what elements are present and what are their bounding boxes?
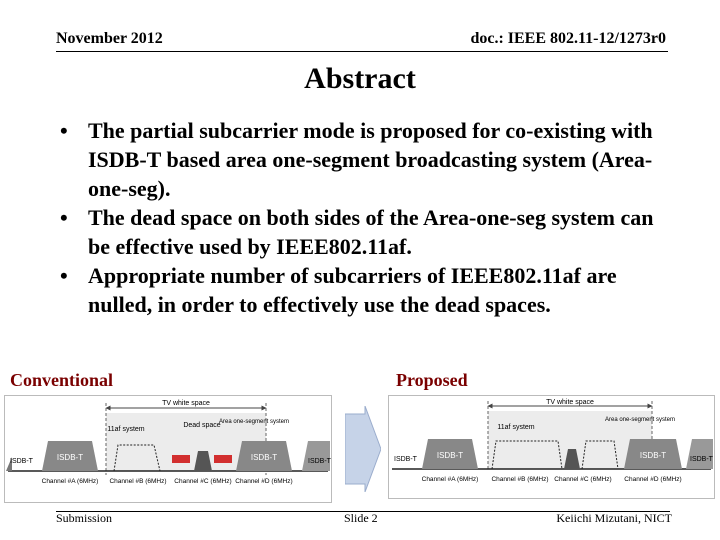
- channel-a-label: Channel #A (6MHz): [41, 478, 99, 485]
- footer-slide-number: Slide 2: [344, 511, 378, 525]
- channel-b-label: Channel #B (6MHz): [491, 476, 549, 483]
- channel-c-label: Channel #C (6MHz): [174, 478, 232, 485]
- header-divider: [56, 51, 668, 52]
- isdbt-label: ISDB-T: [56, 453, 84, 462]
- dead-space-label: Dead space: [183, 422, 221, 429]
- proposed-label: Proposed: [396, 370, 468, 390]
- af-system-label: 11af system: [107, 426, 145, 433]
- channel-b-label: Channel #B (6MHz): [109, 478, 167, 485]
- bullet-dot: •: [60, 205, 68, 230]
- isdbt-edge-label: ISDB-T: [308, 458, 331, 465]
- channel-c-label: Channel #C (6MHz): [554, 476, 612, 483]
- bullet-text: The dead space on both sides of the Area-one-seg system can be effective used by IEEE802.11af.: [88, 205, 654, 259]
- bullet-text: The partial subcarrier mode is proposed for co-existing with ISDB-T based area one-segment broadcasting system (Area-one-seg).: [88, 118, 653, 201]
- header-doc-id: doc.: IEEE 802.11-12/1273r0: [470, 30, 666, 47]
- slide-title: Abstract: [304, 62, 416, 95]
- channel-d-label: Channel #D (6MHz): [235, 478, 293, 485]
- tv-white-space-label: TV white space: [162, 400, 210, 407]
- conventional-spectrum-figure: [4, 395, 332, 503]
- bullet-dot: •: [60, 118, 68, 143]
- arrow-right-icon: [345, 406, 381, 492]
- channel-a-label: Channel #A (6MHz): [421, 476, 479, 483]
- footer-submission: Submission: [56, 511, 113, 525]
- isdbt-label: ISDB-T: [250, 453, 278, 462]
- bullet-list: [60, 116, 680, 319]
- isdbt-edge-label: ISDB-T: [10, 458, 33, 465]
- isdbt-edge-label: ISDB-T: [394, 456, 417, 463]
- footer-author: Keiichi Mizutani, NICT: [556, 511, 672, 525]
- tv-white-space-label: TV white space: [546, 399, 594, 406]
- conventional-label: Conventional: [10, 370, 114, 390]
- isdbt-label: ISDB-T: [639, 451, 667, 460]
- channel-d-label: Channel #D (6MHz): [624, 476, 682, 483]
- isdbt-edge-label: ISDB-T: [690, 456, 713, 463]
- af-system-label: 11af system: [497, 424, 535, 431]
- bullet-text: Appropriate number of subcarriers of IEEE802.11af are nulled, in order to effectively use the dead spaces.: [88, 263, 617, 317]
- isdbt-label: ISDB-T: [436, 451, 464, 460]
- bullet-item: [60, 261, 680, 319]
- bullet-dot: •: [60, 263, 68, 288]
- area-seg-label: Area one-segment system: [218, 419, 290, 425]
- proposed-spectrum-figure: [388, 395, 715, 499]
- area-seg-label: Area one-segment system: [604, 417, 676, 423]
- header-date: November 2012: [56, 30, 163, 47]
- bullet-item: [60, 203, 680, 261]
- bullet-item: [60, 116, 680, 203]
